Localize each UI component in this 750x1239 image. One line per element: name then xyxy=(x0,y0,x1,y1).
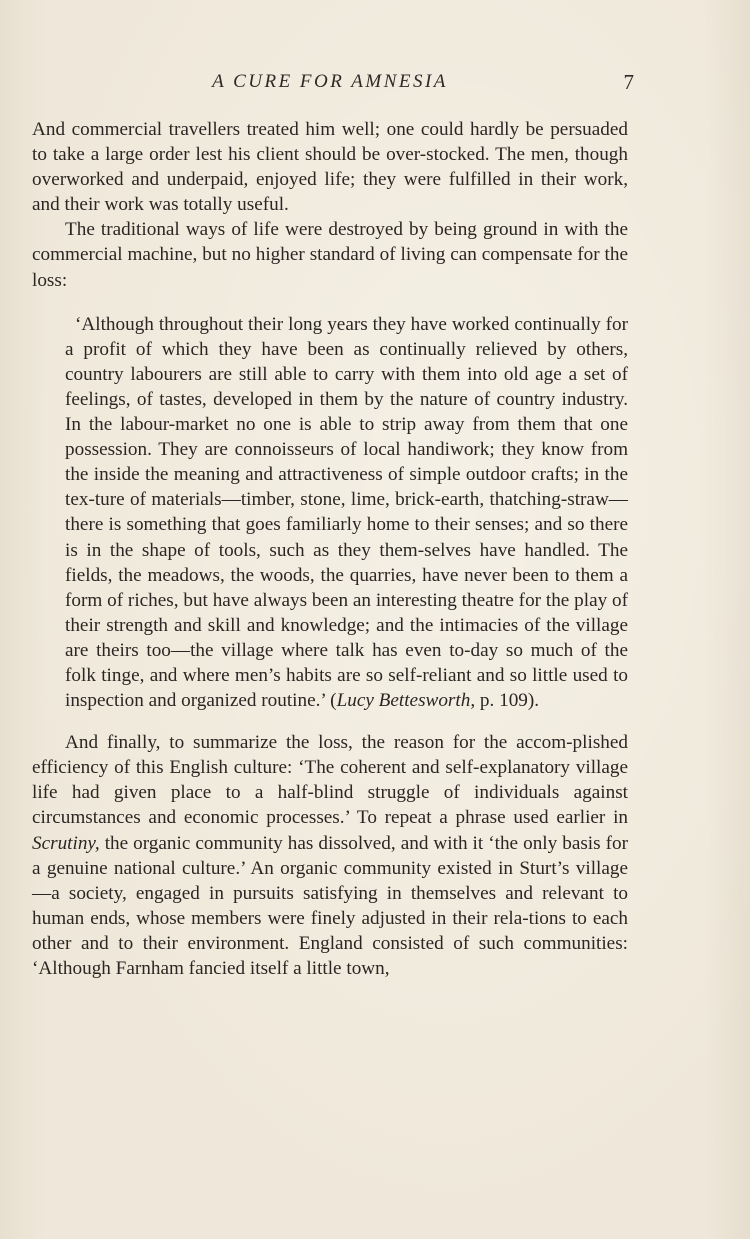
quote-source-page: p. 109). xyxy=(475,690,540,712)
page-number: 7 xyxy=(623,70,634,94)
paragraph-3 xyxy=(32,730,628,981)
paragraph-3-part-b: the organic community has dissolved, and with it ‘the only basis for a genuine national culture.’ An organic community existed in Sturt’s village—a society, engaged in pursuits satisfying in themselves and relevant to human ends, whose members were finely adjusted in their rela-tions to each other and to their environment. England consisted of such communities: ‘Although Farnham fancied itself a little town, xyxy=(32,832,628,979)
quote-text: ‘Although throughout their long years they have worked continually for a profit of which they have been as continually relieved by others, country labourers are still able to carry with them into old age a set of feelings, of tastes, developed in them by the nature of country industry. In the labour-market no one is able to strip away from them that one possession. They are connoisseurs of local handiwork; they know from the inside the meaning and attractiveness of simple outdoor crafts; in the tex-ture of materials—timber, stone, lime, brick-earth, thatching-straw—there is something that goes familiarly home to their senses; and so there is in the shape of tools, such as they them-selves have handled. The fields, the meadows, the woods, the quarries, have never been to them a form of riches, but have always been an interesting theatre for the play of their strength and skill and knowledge; and the intimacies of the village are theirs too—the village where talk has even to-day so much of the folk tinge, and where men’s habits are so self-reliant and so little used to inspection and organized routine.’ ( xyxy=(65,313,628,712)
journal-title: Scrutiny, xyxy=(32,832,100,854)
quote-source-title: Lucy Bettesworth, xyxy=(336,690,476,712)
running-head: A CURE FOR AMNESIA xyxy=(212,71,448,92)
block-quote xyxy=(65,312,628,714)
paragraph-3-part-a: And finally, to summarize the loss, the reason for the accom-plished efficiency of this English culture: ‘The coherent and self-explanatory village life had given place to a half-blind struggle of individuals against circumstances and economic processes.’ To repeat a phrase used earlier in xyxy=(32,732,628,829)
paragraph-2: The traditional ways of life were destroyed by being ground in with the commercial machine, but no higher standard of living can compensate for the loss: xyxy=(32,219,628,291)
body-text xyxy=(32,117,628,981)
paragraph-1: And commercial travellers treated him well; one could hardly be persuaded to take a large order lest his client should be over-stocked. The men, though overworked and underpaid, enjoyed life; they were fulfilled in their work, and their work was totally useful. xyxy=(32,119,628,216)
